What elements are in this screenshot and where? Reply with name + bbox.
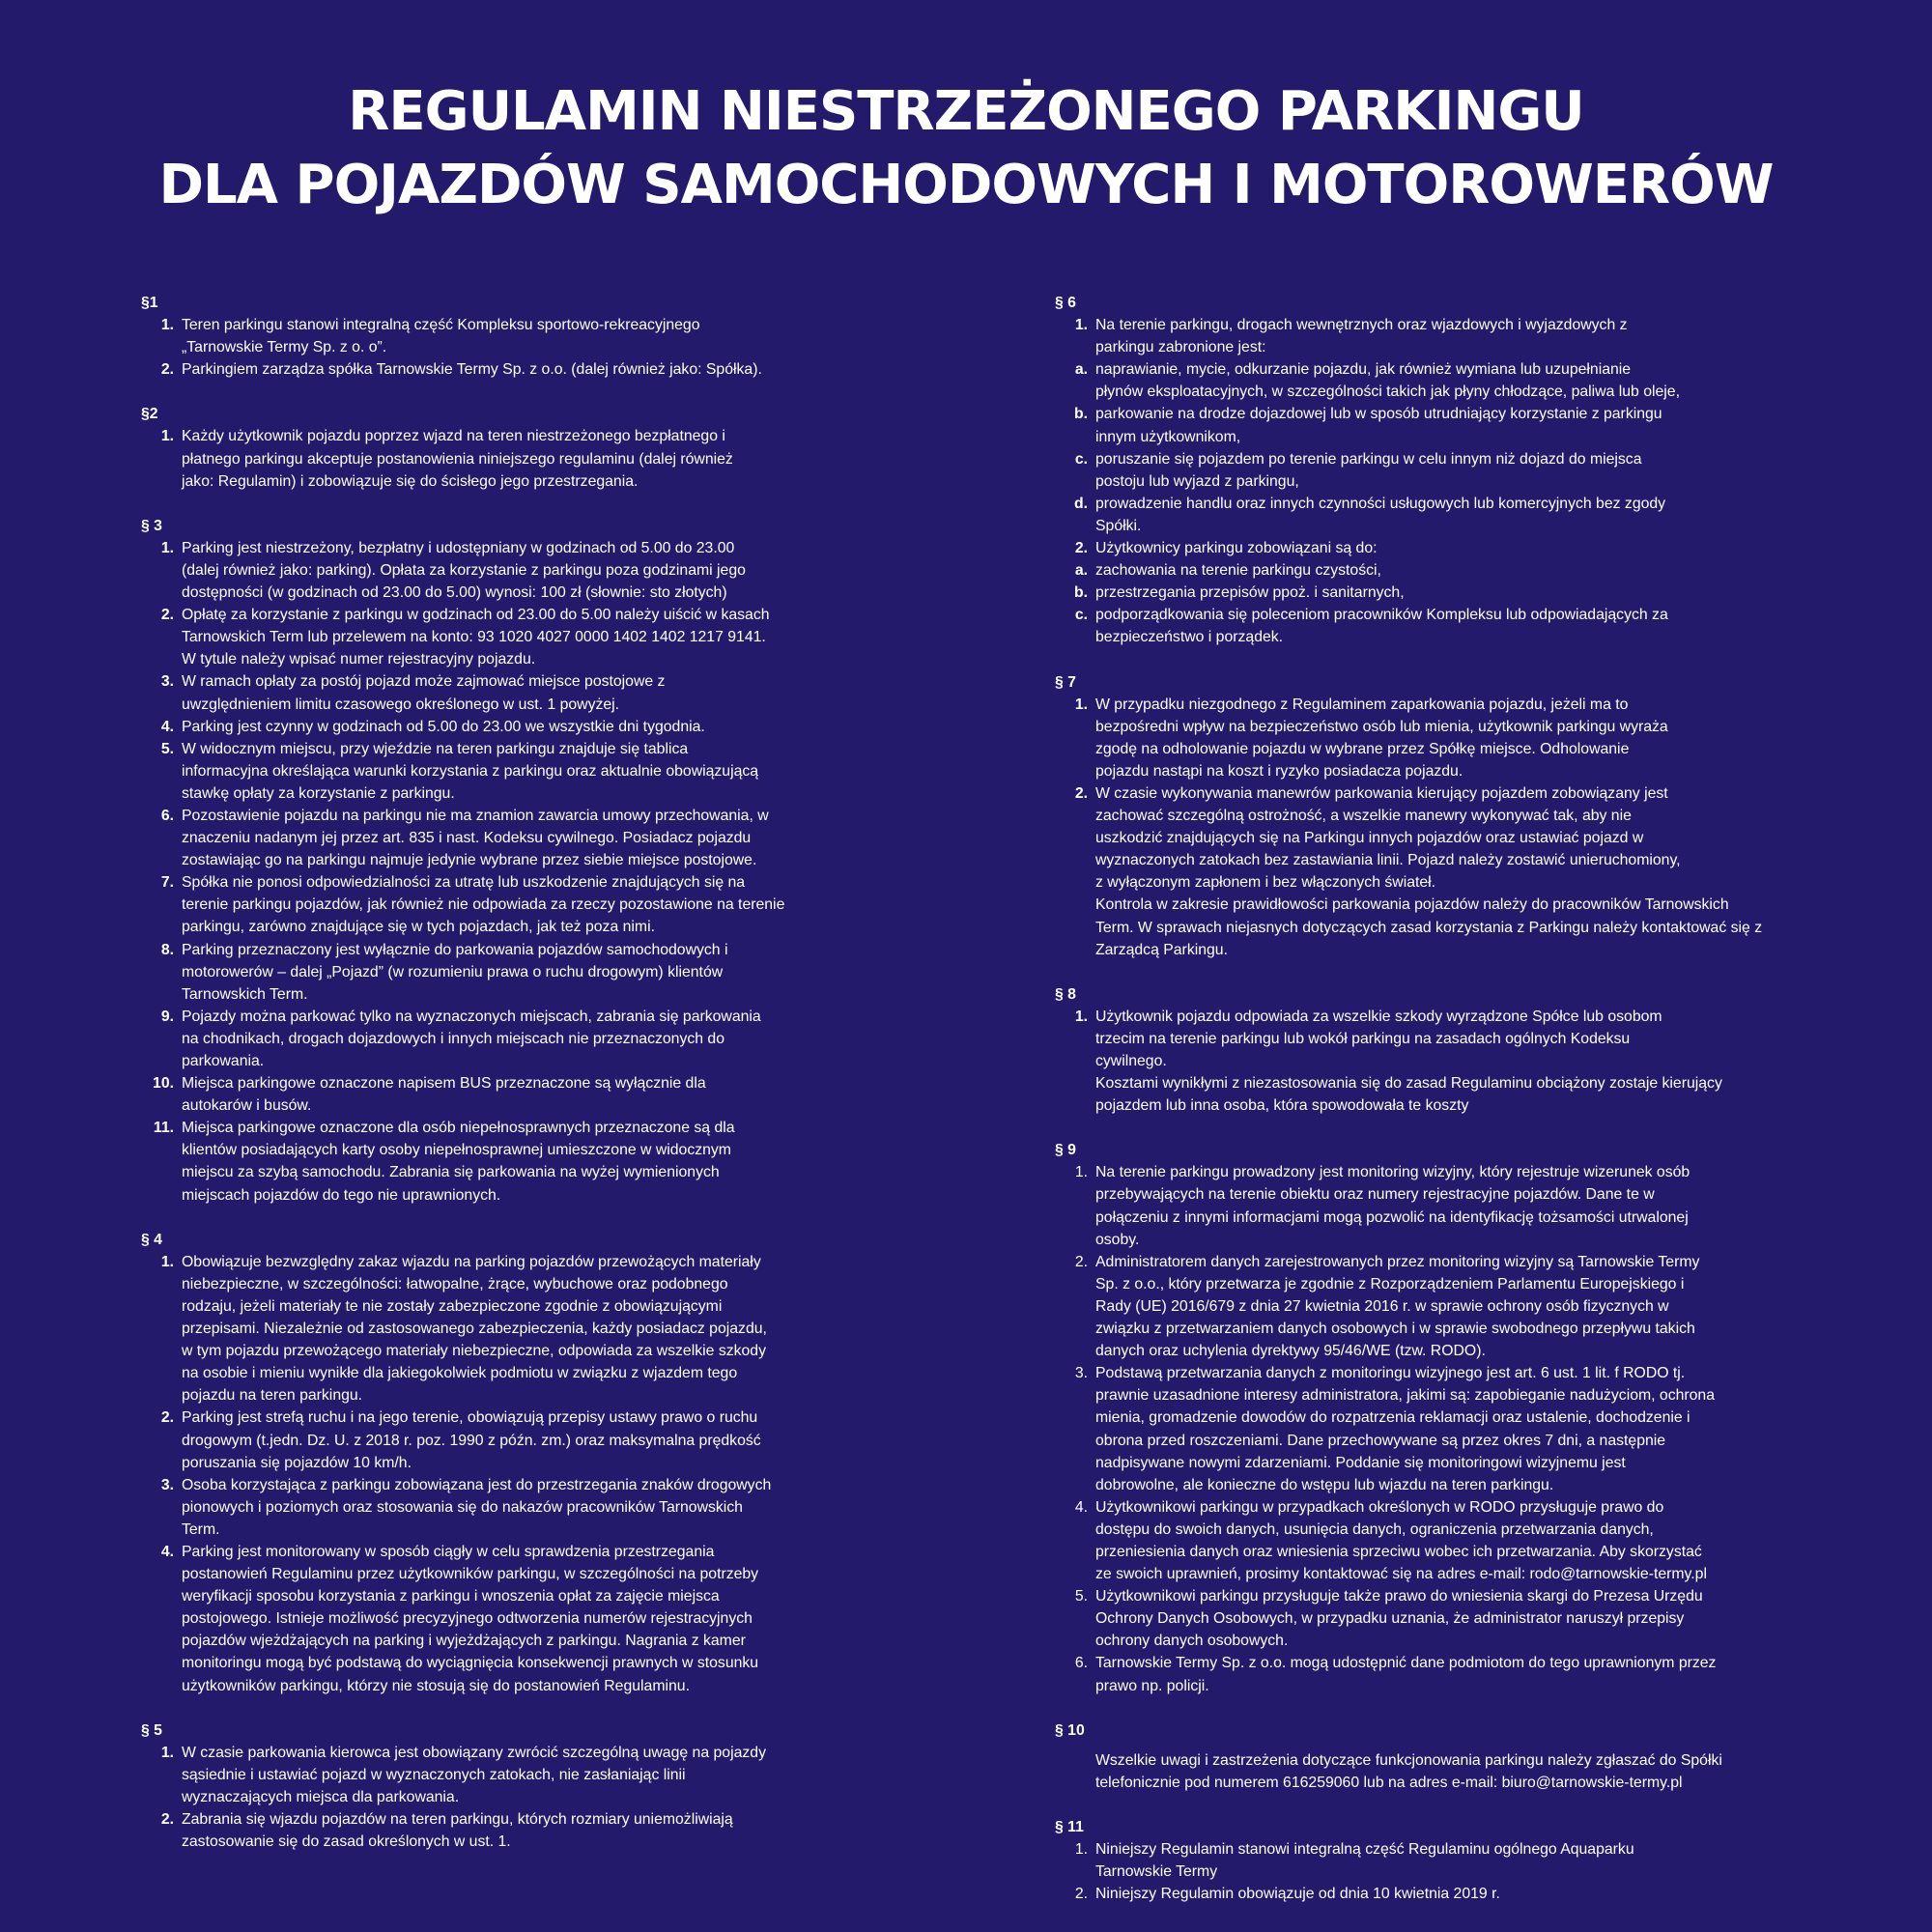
sub-item: c. podporządkowania się poleceniom pracowników Kompleksu lub odpowiadających za bezpieczeństwo i porządek. — [1074, 607, 1668, 646]
list-item: 2. W czasie wykonywania manewrów parkowania kierujący pojazdem zobowiązany jest zachować szczególną ostrożność, a wszelkie manewry wykonywać tak, aby nie uszkodzić znajdujących się na Parkingu innych pojazdów oraz ustawiać pojazd w wyznaczonych zatokach bez zastawiania linii. Pojazd należy zostawić unieruchomiony, z wyłączonym zapłonem i bez włączonych świateł. Kontrola w zakresie prawidłowości parkowania pojazdów należy do pracowników Tarnowskich Term. W sprawach niejasnych dotyczących zasad korzystania z Parkingu należy kontaktować się z Zarządcą Parkingu. — [1074, 784, 1763, 958]
section-heading: § 3 — [141, 517, 162, 534]
sub-item: b. parkowanie na drodze dojazdowej lub w sposób utrudniający korzystanie z parkingu innym użytkownikom, — [1073, 406, 1662, 445]
section-2 — [141, 403, 837, 492]
section-9 — [1055, 1139, 1808, 1696]
section-heading: § 6 — [1055, 295, 1076, 311]
section-heading: §1 — [141, 295, 158, 311]
section-11 — [1055, 1816, 1808, 1905]
section-heading: § 11 — [1055, 1818, 1084, 1835]
left-column — [141, 292, 837, 1875]
section-4 — [141, 1229, 837, 1697]
section-7 — [1055, 671, 1808, 961]
title-line-1: REGULAMIN NIESTRZEŻONEGO PARKINGU — [348, 80, 1584, 143]
sub-item: a. naprawianie, mycie, odkurzanie pojazdu, jak również wymiana lub uzupełnianie płynów eksploatacyjnych, w szczególności takich jak płyny chłodzące, paliwa lub oleje, — [1074, 361, 1680, 401]
list-item: 5. Użytkownikowi parkingu przysługuje także prawo do wniesienia skargi do Prezesa Urzędu Ochrony Danych Osobowych, w przypadku uznania, że administrator naruszył przepisy ochrony danych osobowych. — [1074, 1588, 1703, 1650]
list-item: 1. Parking jest niestrzeżony, bezpłatny i udostępniany w godzinach od 5.00 do 23.00 (dalej również jako: parking). Opłata za korzystanie z parkingu poza godzinami jego dostępności (w godzinach od 23.00 do 5.00) wynosi: 100 zł (słownie: sto złotych) — [160, 539, 746, 602]
list-item: 1. Na terenie parkingu prowadzony jest monitoring wizyjny, który rejestruje wizerunek osób przebywających na terenie obiektu oraz numery rejestracyjne pojazdów. Dane te w połączeniu z innymi informacjami mogą pozwolić na identyfikację tożsamości utrwalonej osoby. — [1074, 1164, 1690, 1248]
section-1 — [141, 292, 837, 381]
section-3 — [141, 515, 837, 1207]
section-heading: § 4 — [141, 1231, 162, 1248]
sub-item: a. zachowania na terenie parkingu czystości, — [1074, 562, 1381, 580]
list-item: 2. Administratorem danych zarejestrowanych przez monitoring wizyjny są Tarnowskie Termy Sp. z o.o., który przetwarza je zgodnie z Rozporządzeniem Parlamentu Europejskiego i Rady (UE) 2016/679 z dnia 27 kwietnia 2016 r. w sprawie ochrony osób fizycznych w związku z przetwarzaniem danych osobowych i w sprawie swobodnego przepływu takich danych oraz uchylenia dyrektywy 95/46/WE (tzw. RODO). — [1074, 1253, 1700, 1360]
section-heading: § 9 — [1055, 1142, 1076, 1159]
section-text: Wszelkie uwagi i zastrzeżenia dotyczące funkcjonowania parkingu należy zgłaszać do Spółki telefonicznie pod numerem 616259060 lub na adres e-mail: biuro@tarnowskie-termy.pl — [1095, 1751, 1722, 1791]
list-item: 7. Spółka nie ponosi odpowiedzialności za utratę lub uszkodzenie znajdujących się na terenie parkingu pojazdów, jak również nie odpowiada za rzeczy pozostawione na terenie parkingu, zarówno znajdujące się w tych pojazdach, jak też poza nimi. — [160, 874, 785, 936]
list-item: 2. Niniejszy Regulamin obowiązuje od dnia 10 kwietnia 2019 r. — [1074, 1886, 1500, 1903]
list-item: 1. Niniejszy Regulamin stanowi integralną część Regulaminu ogólnego Aquaparku Tarnowskie Termy — [1074, 1841, 1634, 1881]
list-item: 4. Parking jest monitorowany w sposób ciągły w celu sprawdzenia przestrzegania postanowień Regulaminu przez użytkowników parkingu, w szczególności na potrzeby weryfikacji sposobu korzystania z parkingu i wnoszenia opłat za zajęcie miejsca postojowego. Istnieje możliwość precyzyjnego odtworzenia numerów rejestracyjnych pojazdów wjeżdżających na parking i wyjeżdżających z parkingu. Nagrania z kamer monitoringu mogą być podstawą do wyciągnięcia konsekwencji prawnych w stosunku użytkowników parkingu, którzy nie stosują się do postanowień Regulaminu. — [160, 1543, 759, 1694]
list-item: 6. Tarnowskie Termy Sp. z o.o. mogą udostępnić dane podmiotom do tego uprawnionym przez prawo np. policji. — [1074, 1655, 1717, 1694]
page-title — [0, 75, 1932, 222]
section-heading: § 7 — [1055, 673, 1076, 691]
list-item: 2. Użytkownicy parkingu zobowiązani są do: — [1074, 540, 1378, 557]
list-item: 1. Każdy użytkownik pojazdu poprzez wjazd na teren niestrzeżonego bezpłatnego i płatnego parkingu akceptuje postanowienia niniejszego regulaminu (dalej również jako: Regulamin) i zobowiązuje się do ścisłego jego przestrzegania. — [160, 428, 733, 490]
list-item: 1. Obowiązuje bezwzględny zakaz wjazdu na parking pojazdów przewożących materiały niebezpieczne, w szczególności: łatwopalne, żrące, wybuchowe oraz podobnego rodzaju, jeżeli materiały te nie zostały zabezpieczone zgodnie z obowiązującymi przepisami. Niezależnie od zastosowanego zabezpieczenia, każdy posiadacz pojazdu, w tym pojazdu przewożącego materiały niebezpieczne, odpowiada za wszelkie szkody na osobie i mieniu wynikłe dla jakiegokolwiek podmiotu w związku z wjazdem tego pojazdu na teren parkingu. — [160, 1253, 767, 1405]
list-item: 4. Użytkownikowi parkingu w przypadkach określonych w RODO przysługuje prawo do dostępu do swoich danych, usunięcia danych, ograniczenia przetwarzania danych, przeniesienia danych oraz wniesienia sprzeciwu wobec ich przetwarzania. Aby skorzystać ze swoich uprawnień, prosimy kontaktować się na adres e-mail: rodo@tarnowskie-termy.pl — [1074, 1498, 1707, 1583]
list-item: 4. Parking jest czynny w godzinach od 5.00 do 23.00 we wszystkie dni tygodnia. — [160, 718, 705, 735]
list-item: 1. Użytkownik pojazdu odpowiada za wszelkie szkody wyrządzone Spółce lub osobom trzecim na terenie parkingu lub wokół parkingu na zasadach ogólnych Kodeksu cywilnego. Kosztami wynikłymi z niezastosowania się do zasad Regulaminu obciążony zostaje kierujący pojazdem lub inna osoba, która spowodowała te koszty — [1074, 1008, 1722, 1115]
list-item: 5. W widocznym miejscu, przy wjeździe na teren parkingu znajduje się tablica informacyjna określająca warunki korzystania z parkingu oraz aktualnie obowiązującą stawkę opłaty za korzystanie z parkingu. — [160, 740, 759, 802]
list-item: 2. Parkingiem zarządza spółka Tarnowskie Termy Sp. z o.o. (dalej również jako: Spółka). — [160, 361, 762, 379]
sub-item: b. przestrzegania przepisów ppoż. i sanitarnych, — [1073, 584, 1405, 602]
list-item: 8. Parking przeznaczony jest wyłącznie do parkowania pojazdów samochodowych i motorowerów – dalej „Pojazd” (w rozumieniu prawa o ruchu drogowym) klientów Tarnowskich Term. — [160, 941, 728, 1003]
list-item: 11. Miejsca parkingowe oznaczone dla osób niepełnosprawnych przeznaczone są dla klientów posiadających karty osoby niepełnosprawnej umieszczone w widocznym miejscu za szybą samochodu. Zabrania się parkowania na wyżej wymienionych miejscach pojazdów do tego nie uprawnionych. — [153, 1120, 735, 1204]
list-item: 1. W czasie parkowania kierowca jest obowiązany zwrócić szczególną uwagę na pojazdy sąsiednie i ustawiać pojazd w wyznaczonych zatokach, nie zasłaniając linii wyznaczających miejsca dla parkowania. — [160, 1744, 766, 1805]
section-5 — [141, 1719, 837, 1854]
section-10 — [1055, 1719, 1808, 1794]
list-item: 2. Zabrania się wjazdu pojazdów na teren parkingu, których rozmiary uniemożliwiają zastosowanie się do zasad określonych w ust. 1. — [160, 1811, 733, 1851]
list-item: 3. W ramach opłaty za postój pojazd może zajmować miejsce postojowe z uwzględnieniem limitu czasowego określonego w ust. 1 powyżej. — [160, 673, 666, 713]
right-column — [1055, 292, 1808, 1927]
section-heading: § 5 — [141, 1721, 162, 1739]
section-6 — [1055, 292, 1808, 649]
list-item: 1. Teren parkingu stanowi integralną część Kompleksu sportowo-rekreacyjnego „Tarnowskie Termy Sp. z o. o”. — [160, 317, 700, 356]
list-item: 2. Parking jest strefą ruchu i na jego terenie, obowiązują przepisy ustawy prawo o ruchu drogowym (t.jedn. Dz. U. z 2018 r. poz. 1990 z późn. zm.) oraz maksymalna prędkość poruszania się pojazdów 10 km/h. — [160, 1409, 761, 1471]
list-item: 10. Miejsca parkingowe oznaczone napisem BUS przeznaczone są wyłącznie dla autokarów i busów. — [153, 1075, 706, 1115]
section-heading: § 8 — [1055, 985, 1076, 1003]
section-8 — [1055, 983, 1808, 1118]
section-heading: §2 — [141, 406, 158, 423]
list-item: 1. W przypadku niezgodnego z Regulaminem zaparkowania pojazdu, jeżeli ma to bezpośredni wpływ na bezpieczeństwo osób lub mienia, użytkownik parkingu wyraża zgodę na odholowanie pojazdu w wybrane przez Spółkę miejsce. Odholowanie pojazdu nastąpi na koszt i ryzyko posiadacza pojazdu. — [1074, 696, 1668, 780]
list-item: 3. Podstawą przetwarzania danych z monitoringu wizyjnego jest art. 6 ust. 1 lit. f RODO tj. prawnie uzasadnione interesy administratora, jakimi są: zapobieganie nadużyciom, ochrona mienia, gromadzenie dowodów do rozpatrzenia reklamacji oraz ustalenie, dochodzenie i obrona przed roszczeniami. Dane przechowywane są przez okres 7 dni, a następnie nadpisywane nowymi zdarzeniami. Poddanie się monitoringowi wizyjnemu jest dobrowolne, ale konieczne do wstępu lub wjazdu na teren parkingu. — [1074, 1365, 1716, 1493]
list-item: 2. Opłatę za korzystanie z parkingu w godzinach od 23.00 do 5.00 należy uiścić w kasach Tarnowskich Term lub przelewem na konto: 93 1020 4027 0000 1402 1402 1217 9141. W tytule należy wpisać numer rejestracyjny pojazdu. — [160, 607, 770, 668]
list-item: 9. Pojazdy można parkować tylko na wyznaczonych miejscach, zabrania się parkowania na chodnikach, drogach dojazdowych i innych miejscach nie przeznaczonych do parkowania. — [160, 1008, 761, 1069]
title-line-2: DLA POJAZDÓW SAMOCHODOWYCH I MOTOROWERÓW — [158, 154, 1774, 216]
section-heading: § 10 — [1055, 1721, 1085, 1739]
sub-item: c. poruszanie się pojazdem po terenie parkingu w celu innym niż dojazd do miejsca postoju lub wyjazd z parkingu, — [1074, 450, 1642, 490]
sub-item: d. prowadzenie handlu oraz innych czynności usługowych lub komercyjnych bez zgody Spółki. — [1073, 495, 1666, 534]
list-item: 3. Osoba korzystająca z parkingu zobowiązana jest do przestrzegania znaków drogowych pionowych i poziomych oraz stosowania się do nakazów pracowników Tarnowskich Term. — [160, 1476, 772, 1538]
list-item: 6. Pozostawienie pojazdu na parkingu nie ma znamion zawarcia umowy przechowania, w znaczeniu nadanym jej przez art. 835 i nast. Kodeksu cywilnego. Posiadacz pojazdu zostawiając go na parkingu najmuje jedynie wybrane przez siebie miejsce postojowe. — [160, 807, 769, 869]
list-item: 1. Na terenie parkingu, drogach wewnętrznych oraz wjazdowych i wyjazdowych z parkingu zabronione jest: — [1074, 317, 1628, 356]
